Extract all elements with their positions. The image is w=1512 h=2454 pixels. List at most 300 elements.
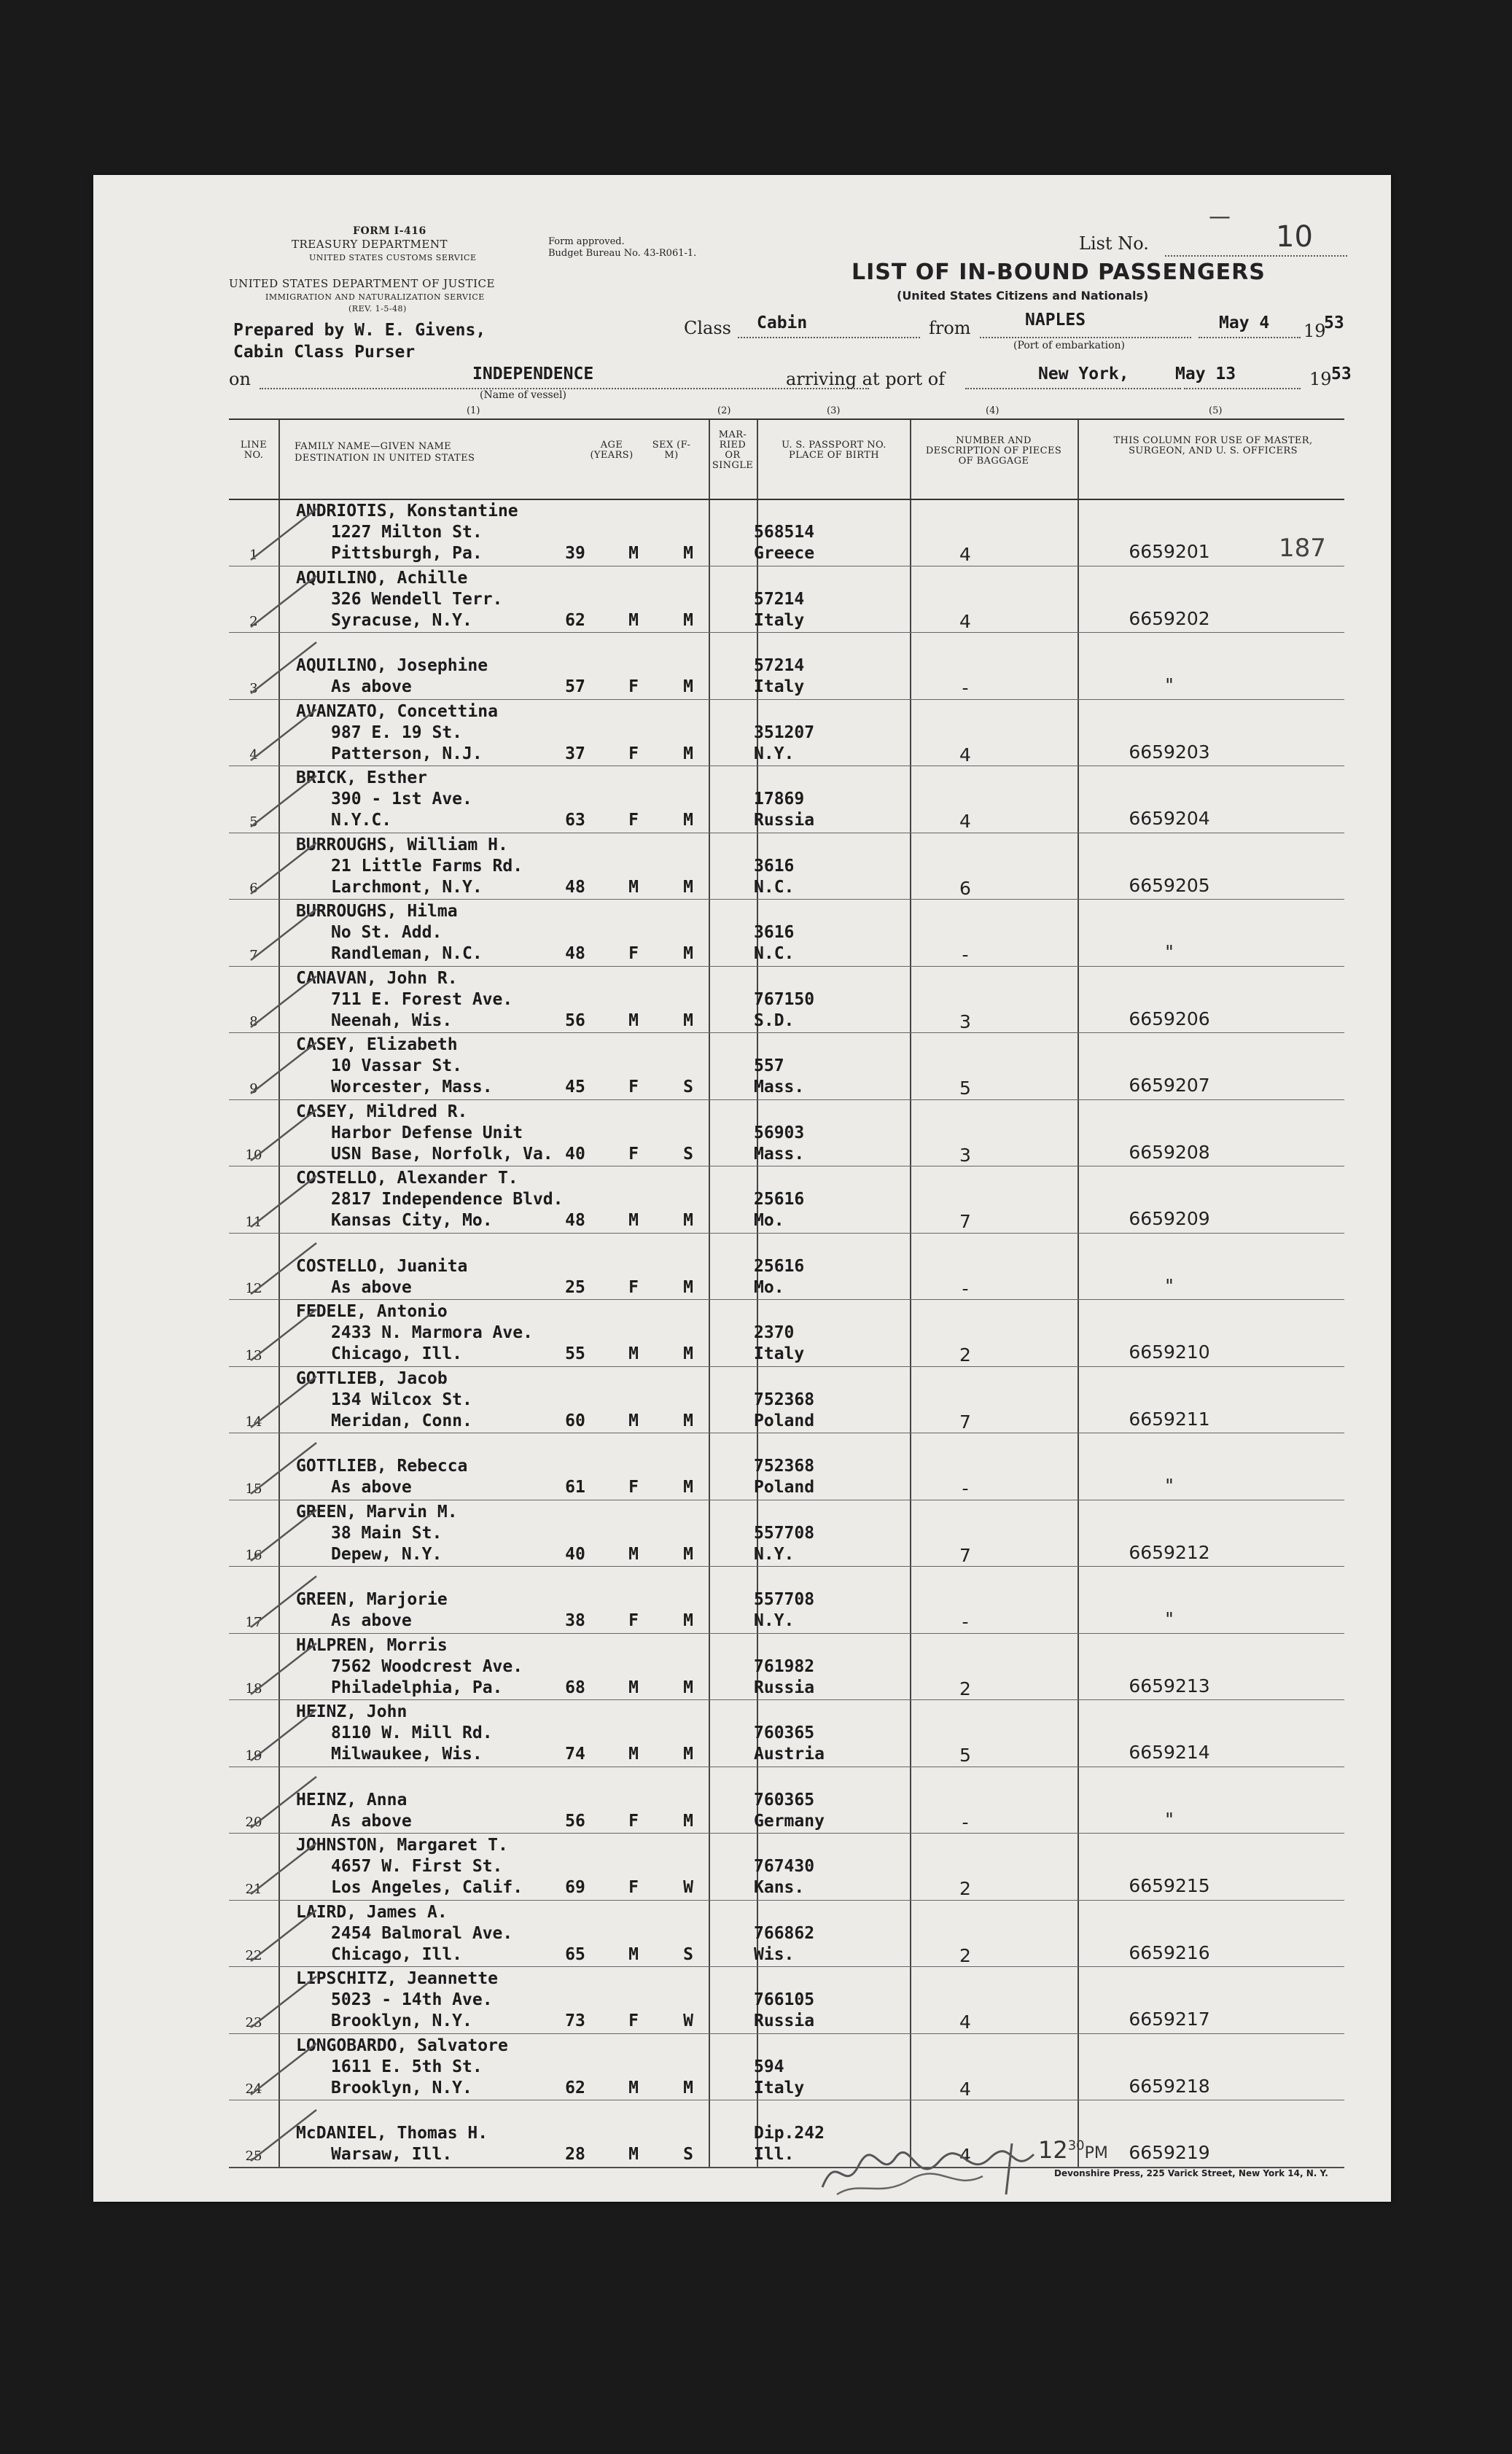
passenger-name: BURROUGHS, William H.	[296, 835, 508, 854]
age-cell: 40	[565, 1144, 585, 1164]
baggage-count: 2	[959, 1878, 971, 1900]
place-of-birth: Italy	[754, 1344, 805, 1364]
place-of-birth: Russia	[754, 2011, 815, 2031]
prepared-by: Prepared by W. E. Givens,	[233, 321, 486, 340]
address-line-1: 2433 N. Marmora Ave.	[331, 1323, 533, 1343]
address-line-1: 134 Wilcox St.	[331, 1390, 472, 1409]
depart-date: May 4	[1219, 313, 1270, 332]
baggage-count: -	[962, 1611, 969, 1633]
sex-cell: M	[628, 1544, 639, 1564]
place-of-birth: N.Y.	[754, 744, 795, 763]
baggage-count: 5	[959, 1745, 971, 1767]
passenger-name: McDANIEL, Thomas H.	[296, 2124, 488, 2143]
col-header-passport: U. S. PASSPORT NO. PLACE OF BIRTH	[782, 440, 886, 461]
check-mark-icon	[243, 1503, 331, 1568]
class-line	[738, 337, 920, 338]
arrival-port-line	[965, 388, 1181, 389]
age-cell: 65	[565, 1944, 585, 1964]
sex-cell: F	[628, 1611, 639, 1631]
table-row	[229, 766, 1344, 833]
marital-status-cell: M	[683, 1211, 693, 1231]
from-value: NAPLES	[1025, 311, 1086, 330]
baggage-count: -	[962, 1811, 969, 1833]
line-number: 20	[245, 1815, 262, 1831]
passenger-name: GREEN, Marjorie	[296, 1590, 448, 1610]
marital-status-cell: M	[683, 1411, 693, 1430]
address-line-2: Kansas City, Mo.	[331, 1211, 493, 1231]
passenger-name: BURROUGHS, Hilma	[296, 902, 458, 922]
marital-status-cell: M	[683, 1344, 693, 1364]
address-line-1: 8110 W. Mill Rd.	[331, 1723, 493, 1743]
place-of-birth: Austria	[754, 1745, 825, 1764]
marital-status-cell: M	[683, 944, 693, 964]
place-of-birth: N.Y.	[754, 1611, 795, 1631]
place-of-birth: Kans.	[754, 1878, 805, 1898]
col-header-age: AGE (YEARS)	[590, 440, 634, 461]
place-of-birth: N.C.	[754, 877, 795, 897]
sex-cell: M	[628, 1944, 639, 1964]
officer-number: 6659214	[1129, 1742, 1210, 1764]
age-cell: 73	[565, 2011, 585, 2031]
address-line-2: Milwaukee, Wis.	[331, 1745, 483, 1764]
passport-number: 3616	[754, 923, 795, 943]
handwritten-note: 187	[1279, 534, 1326, 563]
col-header-family-name: FAMILY NAME—GIVEN NAME	[295, 441, 452, 452]
baggage-count: 7	[959, 1544, 971, 1566]
age-cell: 28	[565, 2145, 585, 2165]
place-of-birth: Poland	[754, 1478, 815, 1497]
marital-status-cell: M	[683, 877, 693, 897]
table-row	[229, 699, 1344, 767]
line-number: 24	[245, 2081, 262, 2097]
officer-number: "	[1165, 1475, 1174, 1497]
printer-credit: Devonshire Press, 225 Varick Street, New York 14, N. Y.	[1054, 2168, 1328, 2178]
address-line-1: As above	[331, 1478, 412, 1497]
officer-number: "	[1165, 1274, 1174, 1296]
check-mark-icon	[243, 768, 331, 834]
check-mark-icon	[243, 1769, 331, 1835]
arrival-date: May 13	[1175, 365, 1236, 383]
place-of-birth: S.D.	[754, 1010, 795, 1030]
officer-number: "	[1165, 941, 1174, 963]
passport-number: 557708	[754, 1523, 815, 1543]
check-mark-icon	[243, 835, 331, 901]
officer-number: 6659217	[1129, 2009, 1210, 2030]
page-title: LIST OF IN-BOUND PASSENGERS	[852, 260, 1266, 285]
address-line-1: As above	[331, 677, 412, 697]
passenger-name: GREEN, Marvin M.	[296, 1502, 458, 1522]
inspector-signature	[815, 2136, 1048, 2202]
age-cell: 56	[565, 1010, 585, 1030]
age-cell: 61	[565, 1478, 585, 1497]
baggage-count: 3	[959, 1010, 971, 1032]
age-cell: 60	[565, 1411, 585, 1430]
address-line-1: 711 E. Forest Ave.	[331, 989, 513, 1009]
class-value: Cabin	[757, 313, 808, 332]
address-line-1: 5023 - 14th Ave.	[331, 1990, 493, 2010]
dash-mark: —	[1209, 204, 1231, 230]
baggage-count: 2	[959, 1678, 971, 1699]
officer-number: 6659211	[1129, 1408, 1210, 1430]
table-row	[229, 1699, 1344, 1767]
baggage-count: 7	[959, 1211, 971, 1233]
check-mark-icon	[243, 902, 331, 967]
address-line-2: Neenah, Wis.	[331, 1010, 453, 1030]
sex-cell: M	[628, 1344, 639, 1364]
check-mark-icon	[243, 969, 331, 1035]
marital-status-cell: M	[683, 2078, 693, 2097]
time-minutes: 30	[1067, 2138, 1085, 2154]
form-number: FORM I-416	[353, 225, 426, 237]
table-row	[229, 1299, 1344, 1367]
line-number: 6	[249, 881, 258, 897]
age-cell: 40	[565, 1544, 585, 1564]
officer-number: 6659208	[1129, 1141, 1210, 1163]
age-cell: 37	[565, 744, 585, 763]
list-no-line	[1165, 255, 1347, 257]
check-mark-icon	[243, 635, 331, 701]
officer-number: 6659215	[1129, 1875, 1210, 1897]
marital-status-cell: M	[683, 1611, 693, 1631]
address-line-1: 1611 E. 5th St.	[331, 2057, 483, 2076]
line-number: 23	[245, 2014, 262, 2030]
time-hour: 12	[1038, 2136, 1068, 2164]
officer-number: 6659206	[1129, 1008, 1210, 1029]
passenger-name: HEINZ, Anna	[296, 1790, 408, 1810]
baggage-count: 4	[959, 744, 971, 766]
passport-number: 17869	[754, 790, 805, 809]
sex-cell: M	[628, 1411, 639, 1430]
form-approved: Form approved.	[548, 236, 625, 247]
address-line-1: 390 - 1st Ave.	[331, 790, 472, 809]
from-label: from	[929, 318, 971, 338]
officer-number: "	[1165, 1608, 1174, 1630]
officer-number: 6659213	[1129, 1675, 1210, 1697]
marital-status-cell: S	[683, 1944, 693, 1964]
baggage-count: 3	[959, 1144, 971, 1166]
baggage-count: -	[962, 1277, 969, 1299]
place-of-birth: Wis.	[754, 1944, 795, 1964]
sex-cell: F	[628, 1277, 639, 1297]
address-line-2: Brooklyn, N.Y.	[331, 2011, 472, 2031]
passport-number: 752368	[754, 1390, 815, 1409]
check-mark-icon	[243, 1236, 331, 1301]
line-number: 4	[249, 747, 258, 763]
on-label: on	[229, 369, 251, 389]
check-mark-icon	[243, 569, 331, 634]
officer-number: 6659202	[1129, 607, 1210, 629]
check-mark-icon	[243, 502, 331, 567]
baggage-count: 4	[959, 610, 971, 632]
marital-status-cell: S	[683, 2145, 693, 2165]
table-row	[229, 1767, 1344, 1834]
sex-cell: M	[628, 544, 639, 563]
address-line-1: 10 Vassar St.	[331, 1056, 463, 1076]
address-line-1: As above	[331, 1611, 412, 1631]
officer-number: 6659209	[1129, 1208, 1210, 1230]
check-mark-icon	[243, 1102, 331, 1168]
passenger-table	[229, 418, 1344, 2168]
passport-number: 767150	[754, 989, 815, 1009]
passenger-name: HEINZ, John	[296, 1702, 408, 1722]
address-line-2: N.Y.C.	[331, 811, 392, 830]
table-row	[229, 1433, 1344, 1500]
age-cell: 55	[565, 1344, 585, 1364]
table-row	[229, 899, 1344, 967]
age-cell: 74	[565, 1745, 585, 1764]
arriving-label: arriving at port of	[786, 369, 946, 389]
age-cell: 39	[565, 544, 585, 563]
marital-status-cell: W	[683, 2011, 693, 2031]
depart-date-line	[1199, 337, 1301, 338]
manifest-sheet	[93, 175, 1391, 2202]
address-line-2: USN Base, Norfolk, Va.	[331, 1144, 553, 1164]
sex-cell: F	[628, 1144, 639, 1164]
col-header-officers: THIS COLUMN FOR USE OF MASTER, SURGEON, AND U. S. OFFICERS	[1113, 435, 1313, 456]
sex-cell: M	[628, 1211, 639, 1231]
marital-status-cell: M	[683, 811, 693, 830]
sex-cell: F	[628, 944, 639, 964]
place-of-birth: N.Y.	[754, 1544, 795, 1564]
place-of-birth: Poland	[754, 1411, 815, 1430]
marital-status-cell: M	[683, 1811, 693, 1831]
sex-cell: M	[628, 610, 639, 630]
line-number: 5	[249, 814, 258, 830]
address-line-1: As above	[331, 1811, 412, 1831]
passenger-name: AQUILINO, Josephine	[296, 656, 488, 676]
passenger-name: BRICK, Esther	[296, 768, 428, 788]
vessel-name: INDEPENDENCE	[472, 365, 594, 383]
baggage-count: -	[962, 677, 969, 699]
table-row	[229, 1900, 1344, 1968]
sex-cell: F	[628, 1078, 639, 1097]
passport-number: 56903	[754, 1123, 805, 1142]
officer-number: 6659201	[1129, 541, 1210, 562]
marital-status-cell: M	[683, 1745, 693, 1764]
place-of-birth: Mass.	[754, 1144, 805, 1164]
passenger-name: COSTELLO, Alexander T.	[296, 1169, 518, 1188]
baggage-count: 4	[959, 544, 971, 565]
age-cell: 48	[565, 944, 585, 964]
place-of-birth: Russia	[754, 811, 815, 830]
check-mark-icon	[243, 1702, 331, 1768]
marital-status-cell: M	[683, 1478, 693, 1497]
address-line-2: Randleman, N.C.	[331, 944, 483, 964]
officer-number: 6659204	[1129, 808, 1210, 830]
marital-status-cell: M	[683, 544, 693, 563]
time-suffix: PM	[1084, 2144, 1108, 2162]
address-line-2: Chicago, Ill.	[331, 1344, 463, 1364]
passport-number: 57214	[754, 589, 805, 609]
age-cell: 62	[565, 2078, 585, 2097]
address-line-1: 1227 Milton St.	[331, 523, 483, 542]
check-mark-icon	[243, 1035, 331, 1101]
address-line-1: 4657 W. First St.	[331, 1857, 503, 1877]
age-cell: 68	[565, 1678, 585, 1697]
table-row	[229, 2100, 1344, 2167]
passport-number: 25616	[754, 1190, 805, 1210]
sex-cell: F	[628, 744, 639, 763]
sex-cell: M	[628, 1678, 639, 1697]
list-no-label: List No.	[1079, 233, 1149, 254]
line-number: 25	[245, 2148, 262, 2164]
address-line-2: Depew, N.Y.	[331, 1544, 443, 1564]
address-line-1: 21 Little Farms Rd.	[331, 856, 523, 876]
officer-number: 6659207	[1129, 1075, 1210, 1096]
ins-service: IMMIGRATION AND NATURALIZATION SERVICE	[265, 292, 485, 302]
line-number: 21	[245, 1881, 262, 1897]
passenger-name: HALPREN, Morris	[296, 1635, 448, 1655]
line-number: 8	[249, 1014, 258, 1030]
check-mark-icon	[243, 1436, 331, 1501]
baggage-count: 2	[959, 1944, 971, 1966]
marital-status-cell: M	[683, 610, 693, 630]
address-line-1: 38 Main St.	[331, 1523, 443, 1543]
table-row	[229, 1833, 1344, 1901]
baggage-count: -	[962, 1478, 969, 1500]
justice-dept: UNITED STATES DEPARTMENT OF JUSTICE	[229, 277, 495, 290]
line-number: 19	[245, 1748, 262, 1764]
check-mark-icon	[243, 1302, 331, 1368]
passenger-name: JOHNSTON, Margaret T.	[296, 1836, 508, 1855]
age-cell: 63	[565, 811, 585, 830]
place-of-birth: Mo.	[754, 1277, 784, 1297]
officer-number: 6659216	[1129, 1941, 1210, 1963]
officer-number: 6659203	[1129, 741, 1210, 763]
check-mark-icon	[243, 2036, 331, 2102]
table-row	[229, 1032, 1344, 1100]
address-line-1: 326 Wendell Terr.	[331, 589, 503, 609]
officer-number: 6659218	[1129, 2075, 1210, 2097]
table-row	[229, 1966, 1344, 2034]
table-row	[229, 632, 1344, 700]
address-line-2: Syracuse, N.Y.	[331, 610, 472, 630]
address-line-2: Patterson, N.J.	[331, 744, 483, 763]
passenger-name: AVANZATO, Concettina	[296, 701, 498, 721]
passport-number: 766105	[754, 1990, 815, 2010]
line-number: 3	[249, 680, 258, 696]
passport-number: 766862	[754, 1923, 815, 1943]
age-cell: 48	[565, 1211, 585, 1231]
place-of-birth: Russia	[754, 1678, 815, 1697]
col-num-5: (5)	[1209, 405, 1223, 416]
line-number: 22	[245, 1948, 262, 1964]
passenger-name: CASEY, Mildred R.	[296, 1102, 468, 1121]
officer-number: 6659210	[1129, 1341, 1210, 1363]
address-line-1: 7562 Woodcrest Ave.	[331, 1656, 523, 1676]
passenger-name: CANAVAN, John R.	[296, 968, 458, 988]
age-cell: 25	[565, 1277, 585, 1297]
sex-cell: F	[628, 1878, 639, 1898]
line-number: 15	[245, 1481, 262, 1497]
officer-number: "	[1165, 1808, 1174, 1830]
line-number: 2	[249, 614, 258, 630]
age-cell: 48	[565, 877, 585, 897]
prepared-by-title: Cabin Class Purser	[233, 343, 416, 362]
class-label: Class	[684, 318, 731, 338]
marital-status-cell: M	[683, 1678, 693, 1697]
treasury-dept: TREASURY DEPARTMENT	[292, 238, 448, 251]
line-number: 1	[249, 547, 258, 563]
list-no-value: 10	[1276, 220, 1313, 254]
col-header-married: MAR- RIED OR SINGLE	[712, 429, 754, 471]
age-cell: 45	[565, 1078, 585, 1097]
table-row	[229, 833, 1344, 900]
vessel-note: (Name of vessel)	[480, 389, 566, 401]
age-cell: 62	[565, 610, 585, 630]
place-of-birth: Italy	[754, 2078, 805, 2097]
passenger-name: AQUILINO, Achille	[296, 568, 468, 588]
baggage-count: 4	[959, 2078, 971, 2100]
address-line-2: Worcester, Mass.	[331, 1078, 493, 1097]
table-row	[229, 966, 1344, 1034]
check-mark-icon	[243, 1169, 331, 1234]
address-line-1: Harbor Defense Unit	[331, 1123, 523, 1142]
check-mark-icon	[243, 1569, 331, 1635]
check-mark-icon	[243, 1836, 331, 1901]
age-cell: 57	[565, 677, 585, 697]
marital-status-cell: S	[683, 1144, 693, 1164]
passport-number: 760365	[754, 1723, 815, 1743]
check-mark-icon	[243, 1903, 331, 1968]
sex-cell: M	[628, 2078, 639, 2097]
place-of-birth: N.C.	[754, 944, 795, 964]
budget-bureau: Budget Bureau No. 43-R061-1.	[548, 248, 697, 259]
check-mark-icon	[243, 2103, 331, 2168]
address-line-2: Brooklyn, N.Y.	[331, 2078, 472, 2097]
table-row	[229, 1099, 1344, 1167]
col-num-4: (4)	[986, 405, 999, 416]
address-line-2: Larchmont, N.Y.	[331, 877, 483, 897]
place-of-birth: Italy	[754, 610, 805, 630]
sex-cell: F	[628, 1811, 639, 1831]
arrival-date-line	[1184, 388, 1301, 389]
place-of-birth: Mass.	[754, 1078, 805, 1097]
marital-status-cell: M	[683, 744, 693, 763]
address-line-1: No St. Add.	[331, 923, 443, 943]
passport-number: Dip.242	[754, 2124, 825, 2143]
check-mark-icon	[243, 1369, 331, 1435]
check-mark-icon	[243, 702, 331, 768]
passport-number: 2370	[754, 1323, 795, 1343]
baggage-count: 5	[959, 1078, 971, 1099]
officer-number: 6659212	[1129, 1541, 1210, 1563]
table-row	[229, 1500, 1344, 1567]
line-number: 17	[245, 1614, 262, 1630]
passport-number: 557708	[754, 1590, 815, 1610]
marital-status-cell: M	[683, 1010, 693, 1030]
passport-number: 594	[754, 2057, 784, 2076]
sex-cell: F	[628, 1478, 639, 1497]
arrival-year-prefix: 19	[1309, 369, 1332, 389]
passport-number: 767430	[754, 1857, 815, 1877]
marital-status-cell: M	[683, 677, 693, 697]
marital-status-cell: M	[683, 1277, 693, 1297]
passenger-name: LIPSCHITZ, Jeannette	[296, 1969, 498, 1989]
passport-number: 568514	[754, 523, 815, 542]
passenger-name: GOTTLIEB, Jacob	[296, 1368, 448, 1388]
passenger-name: LAIRD, James A.	[296, 1902, 448, 1922]
place-of-birth: Ill.	[754, 2145, 795, 2165]
address-line-1: As above	[331, 1277, 412, 1297]
depart-year-prefix: 19	[1303, 321, 1326, 341]
table-row	[229, 1233, 1344, 1301]
passport-number: 25616	[754, 1256, 805, 1276]
place-of-birth: Italy	[754, 677, 805, 697]
address-line-1: 987 E. 19 St.	[331, 722, 463, 742]
passport-number: 351207	[754, 722, 815, 742]
baggage-count: 4	[959, 2011, 971, 2033]
